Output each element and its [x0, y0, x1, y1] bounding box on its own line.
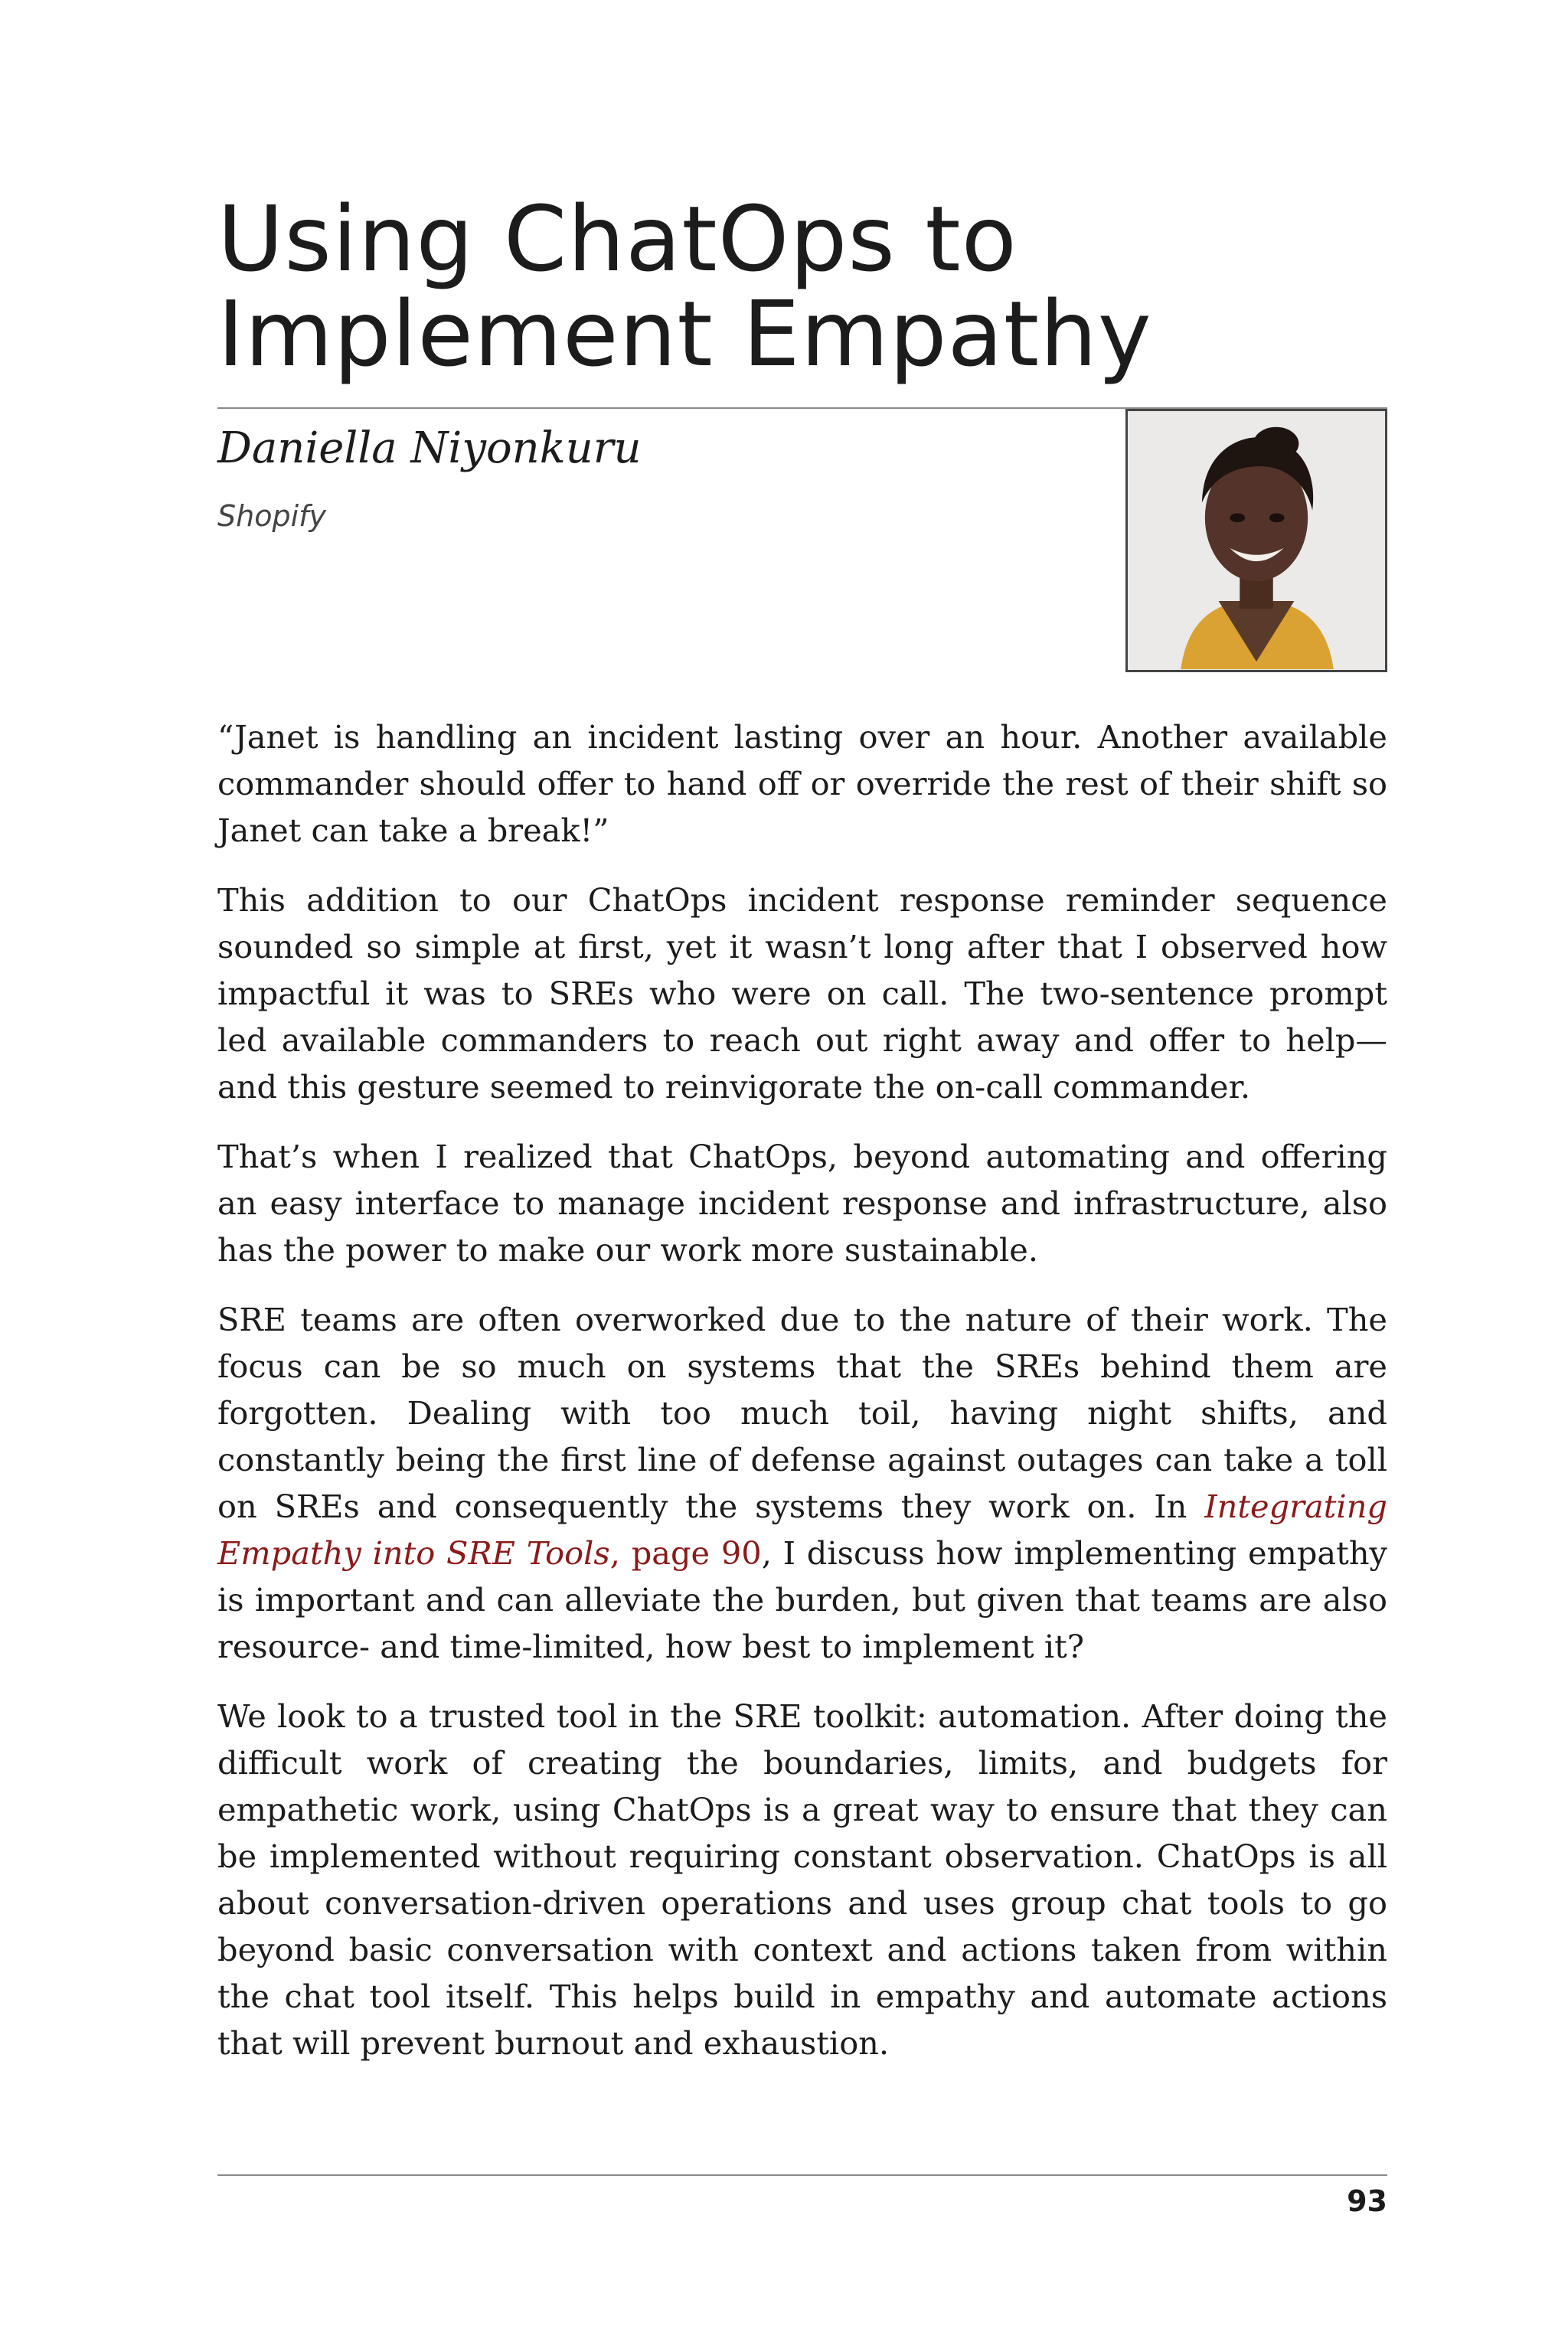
- paragraph-4-text-after-link: , I discuss how implementing empathy is important and can alleviate the burden, but given that teams are also resource- and time-limited, how best to implement it?: [217, 1534, 1388, 1665]
- body-paragraph-5: We look to a trusted tool in the SRE toolkit: automation. After doing the difficult work of creating the boundaries, limits, and budgets for empathetic work, using ChatOps is a great way to ensure that they can be implemented without requiring constant observation. ChatOps is all about conversation-driven operations and uses group chat tools to go beyond basic conversation with context and actions taken from within the chat tool itself. This helps build in empathy and automate actions that will prevent burnout and exhaustion.: [217, 1697, 1387, 2062]
- author-name: Daniella Niyonkuru: [217, 423, 642, 473]
- footer-divider: [217, 2174, 1387, 2176]
- chapter-title-line-1: Using ChatOps to: [217, 186, 1018, 292]
- cross-reference-page: , page 90: [609, 1534, 762, 1572]
- paragraph-4-text-before-link: SRE teams are often overworked due to the nature of their work. The focus can be so much on systems that the SREs behind them are forgotten. Dealing with too much toil, having night shifts, and constantly being the first line of defense against outages can take a toll on SREs and consequently the systems they work on. In: [217, 1301, 1387, 1525]
- chapter-title: [217, 186, 1412, 387]
- author-portrait-image: [1128, 411, 1385, 670]
- body-paragraph-3: That’s when I realized that ChatOps, beyond automating and offering an easy interface to manage incident response and infrastructure, also has the power to make our work more sustainable.: [217, 1138, 1387, 1269]
- body-paragraph-4: [217, 1296, 1387, 1670]
- body-paragraph-1: “Janet is handling an incident lasting over an hour. Another available commander should offer to hand off or override the rest of their shift so Janet can take a break!”: [217, 718, 1387, 849]
- author-organization: Shopify: [217, 499, 326, 533]
- body-paragraph-2: This addition to our ChatOps incident response reminder sequence sounded so simple at first, yet it wasn’t long after that I observed how impactful it was to SREs who were on call. The two-sentence prompt led available commanders to reach out right away and offer to help—and this gesture seemed to reinvigorate the on-call commander.: [217, 881, 1387, 1106]
- chapter-body: [217, 714, 1387, 2089]
- author-photo: [1125, 409, 1387, 672]
- chapter-title-line-2: Implement Empathy: [217, 281, 1152, 387]
- page-number: 93: [1347, 2184, 1387, 2218]
- cross-reference-title: Integrating Empathy into SRE Tools: [217, 1488, 1387, 1572]
